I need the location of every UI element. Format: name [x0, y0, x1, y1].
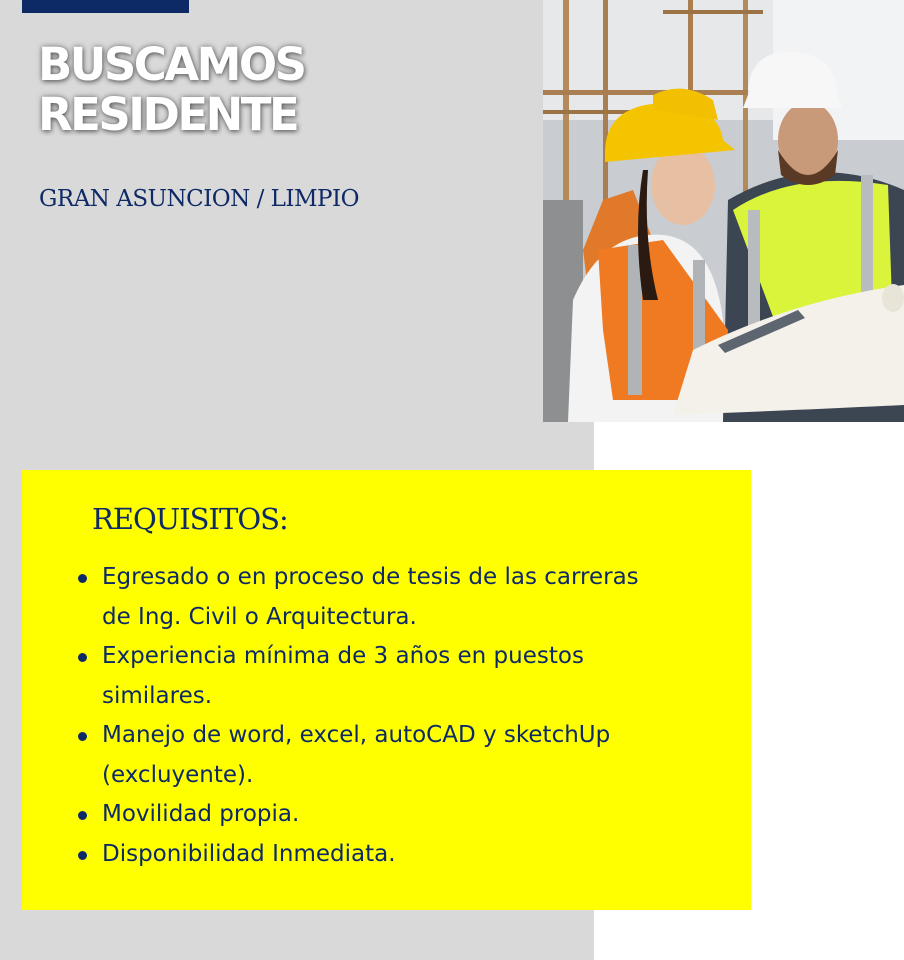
list-item [78, 716, 698, 795]
bullet-icon [78, 574, 87, 583]
location-text: GRAN ASUNCION / LIMPIO [39, 186, 359, 212]
bullet-icon [78, 811, 87, 820]
list-item [78, 637, 698, 716]
list-item-text: (excluyente). [102, 761, 254, 788]
list-item-text: Disponibilidad Inmediata. [102, 840, 396, 867]
headline-line-2: RESIDENTE [38, 88, 298, 141]
list-item-text: Movilidad propia. [102, 801, 300, 827]
headline [38, 40, 305, 140]
requirements-title: REQUISITOS: [92, 502, 288, 536]
bullet-icon [78, 653, 87, 662]
list-item [78, 795, 698, 835]
list-item-text: similares. [102, 682, 213, 709]
bullet-icon [78, 851, 87, 860]
list-item-text: Experiencia mínima de 3 años en puestos [102, 643, 584, 669]
list-item-text: Manejo de word, excel, autoCAD y sketchUp [102, 722, 611, 748]
top-accent-bar [22, 0, 189, 13]
requirements-box [22, 470, 751, 910]
list-item [78, 558, 698, 637]
photo-illustration [543, 0, 904, 422]
list-item [78, 835, 698, 875]
list-item-text: de Ing. Civil o Arquitectura. [102, 603, 417, 630]
headline-line-1: BUSCAMOS [38, 38, 305, 91]
requirements-list [78, 558, 698, 874]
list-item-text: Egresado o en proceso de tesis de las carreras [102, 564, 639, 590]
construction-workers-photo [543, 0, 904, 422]
bullet-icon [78, 732, 87, 741]
